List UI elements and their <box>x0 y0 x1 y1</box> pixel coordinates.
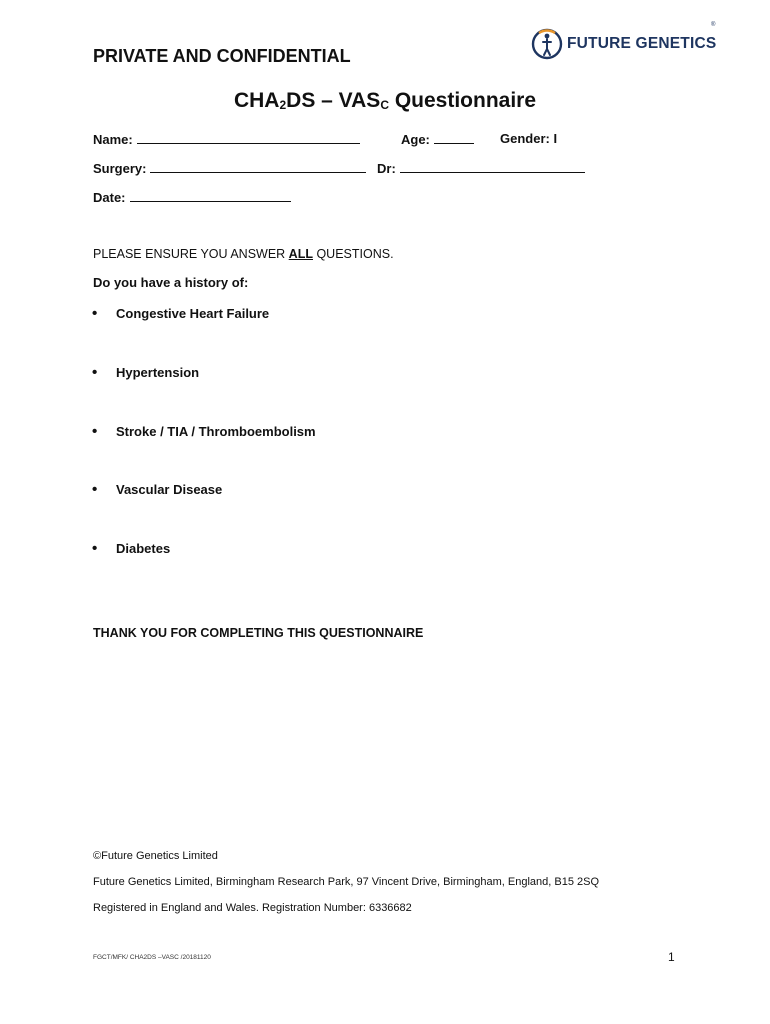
future-genetics-logo <box>530 24 725 64</box>
copyright-text: ©Future Genetics Limited <box>93 850 218 862</box>
question-item[interactable] <box>92 481 222 498</box>
doctor-label: Dr: <box>377 161 396 176</box>
date-field[interactable] <box>93 189 291 205</box>
surgery-field[interactable] <box>93 160 366 176</box>
question-label: Diabetes <box>116 541 171 556</box>
bullet-icon: • <box>92 423 98 440</box>
address-text: Future Genetics Limited, Birmingham Research Park, 97 Vincent Drive, Birmingham, England, B15 2SQ <box>93 876 600 888</box>
instruction-text: PLEASE ENSURE YOU ANSWER ALL QUESTIONS. <box>93 247 394 261</box>
question-item[interactable] <box>92 364 199 381</box>
document-reference: FGCT/MFK/ CHA2DS –VASC /20181120 <box>93 954 211 961</box>
name-line[interactable] <box>137 131 360 144</box>
question-item[interactable] <box>92 423 316 440</box>
bullet-icon: • <box>92 305 98 322</box>
age-label: Age: <box>401 132 430 147</box>
date-label: Date: <box>93 190 126 205</box>
surgery-label: Surgery: <box>93 161 147 176</box>
gender-label: Gender: I <box>500 131 558 146</box>
history-prompt: Do you have a history of: <box>93 275 249 290</box>
registered-mark: ® <box>711 22 716 28</box>
bullet-icon: • <box>92 481 98 498</box>
registration-text: Registered in England and Wales. Registration Number: 6336682 <box>93 902 412 914</box>
question-label: Hypertension <box>116 365 200 380</box>
age-line[interactable] <box>434 131 474 144</box>
name-label: Name: <box>93 132 133 147</box>
surgery-line[interactable] <box>150 160 366 173</box>
bullet-icon: • <box>92 364 98 381</box>
question-item[interactable] <box>92 305 269 322</box>
doctor-field[interactable] <box>377 160 585 176</box>
confidential-heading: PRIVATE AND CONFIDENTIAL <box>93 46 351 66</box>
page-number: 1 <box>668 950 675 964</box>
thank-you-text: THANK YOU FOR COMPLETING THIS QUESTIONNAIRE <box>93 626 424 640</box>
doctor-line[interactable] <box>400 160 585 173</box>
gender-field[interactable] <box>500 131 557 146</box>
name-field[interactable] <box>93 131 360 147</box>
dna-figure-icon <box>530 27 564 61</box>
question-item[interactable] <box>92 540 170 557</box>
question-label: Congestive Heart Failure <box>116 306 270 321</box>
logo-wordmark: FUTURE GENETICS <box>567 35 717 52</box>
page-title: $CHA_2DS - VAS_C$ Questionnaire <box>233 89 537 112</box>
bullet-icon: • <box>92 540 98 557</box>
question-label: Vascular Disease <box>116 482 223 497</box>
question-label: Stroke / TIA / Thromboembolism <box>116 424 316 439</box>
age-field[interactable] <box>401 131 474 147</box>
date-line[interactable] <box>130 189 291 202</box>
